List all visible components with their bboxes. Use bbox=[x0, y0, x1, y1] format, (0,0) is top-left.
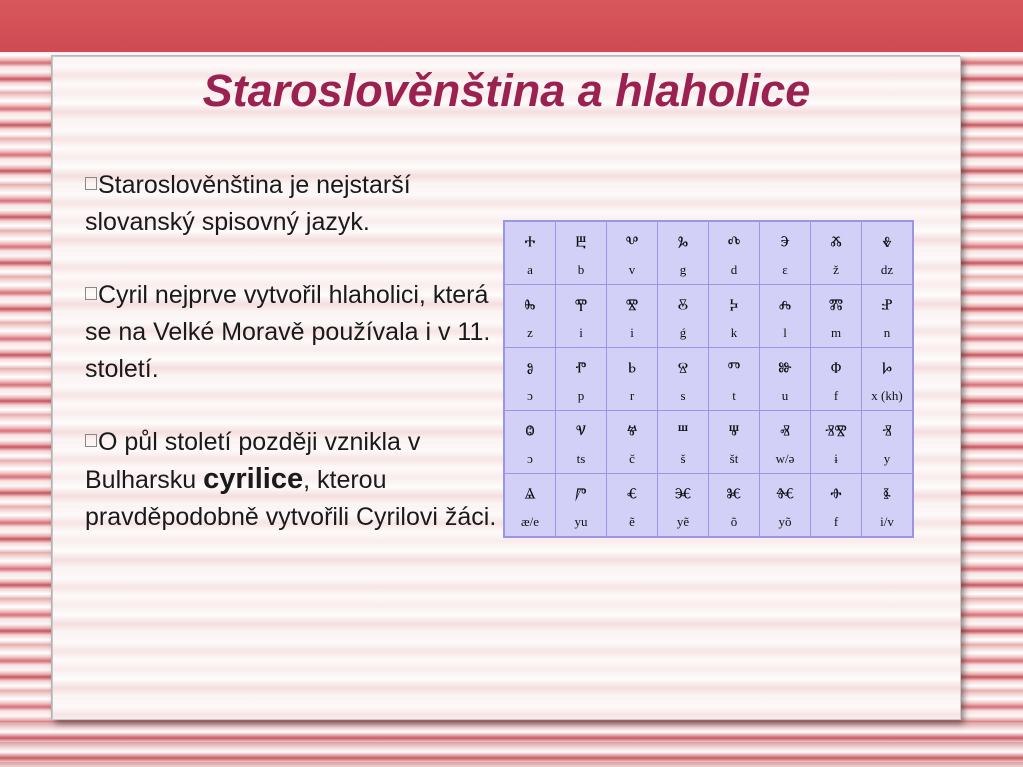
glagolitic-glyph: ⱋ bbox=[728, 420, 740, 444]
table-row bbox=[504, 474, 913, 538]
latin-transcription: ɔ bbox=[527, 388, 533, 403]
bullet-marker-icon bbox=[85, 177, 97, 190]
letter-cell bbox=[760, 348, 811, 411]
latin-transcription: š bbox=[680, 451, 686, 466]
background-top-band bbox=[0, 0, 1023, 52]
letter-cell bbox=[709, 348, 760, 411]
latin-transcription: dz bbox=[880, 262, 894, 277]
latin-transcription: æ/e bbox=[520, 514, 540, 529]
letter-cell bbox=[760, 474, 811, 538]
glagolitic-glyph: ⱂ bbox=[575, 357, 587, 381]
letter-cell bbox=[504, 221, 556, 285]
latin-transcription: ẽ bbox=[629, 514, 635, 529]
latin-transcription: d bbox=[730, 262, 738, 277]
glagolitic-glyph: ⰸ bbox=[524, 294, 536, 318]
letter-cell bbox=[811, 285, 862, 348]
bullet-item bbox=[85, 424, 505, 536]
glagolitic-glyph: ⱇ bbox=[830, 357, 842, 381]
latin-transcription: f bbox=[833, 388, 839, 403]
glagolitic-glyph: ⱓ bbox=[575, 483, 587, 507]
letter-cell bbox=[504, 285, 556, 348]
letter-cell bbox=[760, 221, 811, 285]
latin-transcription: s bbox=[680, 388, 686, 403]
latin-transcription: ɨ bbox=[834, 451, 838, 466]
letter-cell bbox=[556, 221, 607, 285]
glagolitic-glyph: ⰷ bbox=[882, 231, 892, 255]
letter-cell bbox=[862, 474, 914, 538]
latin-transcription: yu bbox=[574, 514, 588, 529]
glagolitic-glyph: ⱐⰺ bbox=[825, 420, 847, 444]
letter-cell bbox=[556, 411, 607, 474]
latin-transcription: ɔ bbox=[527, 451, 533, 466]
letter-cell bbox=[811, 221, 862, 285]
glagolitic-glyph: ⱎ bbox=[677, 420, 689, 444]
latin-transcription: p bbox=[577, 388, 585, 403]
latin-transcription: u bbox=[781, 388, 789, 403]
latin-transcription: n bbox=[883, 325, 891, 340]
glagolitic-glyph: ⱙ bbox=[775, 483, 795, 507]
glagolitic-glyph: ⰻ bbox=[677, 294, 689, 318]
bullet-emphasis: cyrilice bbox=[203, 463, 304, 495]
letter-cell bbox=[658, 348, 709, 411]
glagolitic-glyph: ⰹ bbox=[574, 294, 588, 318]
latin-transcription: t bbox=[732, 388, 736, 403]
latin-transcription: i/v bbox=[880, 514, 894, 529]
glagolitic-glyph: ⱉ bbox=[525, 420, 535, 444]
glagolitic-glyph: ⱑ bbox=[524, 483, 536, 507]
letter-cell bbox=[709, 285, 760, 348]
latin-transcription: f bbox=[833, 514, 839, 529]
letter-cell bbox=[811, 474, 862, 538]
latin-transcription: v bbox=[628, 262, 636, 277]
latin-transcription: w/ə bbox=[775, 451, 795, 466]
glagolitic-glyph: ⱍ bbox=[626, 420, 638, 444]
latin-transcription: i bbox=[630, 325, 634, 340]
table-row bbox=[504, 348, 913, 411]
letter-cell bbox=[760, 411, 811, 474]
glagolitic-glyph: ⱔ bbox=[626, 483, 638, 507]
glagolitic-alphabet-table bbox=[503, 220, 914, 538]
table-row bbox=[504, 411, 913, 474]
glagolitic-glyph: ⰳ bbox=[677, 231, 689, 255]
latin-transcription: ɛ bbox=[782, 262, 788, 277]
glagolitic-glyph: ⱄ bbox=[677, 357, 689, 381]
letter-cell bbox=[556, 348, 607, 411]
latin-transcription: ts bbox=[576, 451, 586, 466]
letter-cell bbox=[607, 411, 658, 474]
letter-cell bbox=[760, 285, 811, 348]
latin-transcription: št bbox=[729, 451, 739, 466]
glagolitic-glyph: ⱈ bbox=[881, 357, 893, 381]
glagolitic-glyph: ⰵ bbox=[780, 231, 790, 255]
letter-cell bbox=[607, 285, 658, 348]
glagolitic-glyph: ⱁ bbox=[526, 357, 534, 381]
glagolitic-glyph: ⰽ bbox=[729, 294, 739, 318]
slide-title: Staroslověnština a hlaholice bbox=[202, 65, 811, 116]
table-row bbox=[504, 285, 913, 348]
letter-cell bbox=[504, 348, 556, 411]
glagolitic-glyph: ⱃ bbox=[627, 357, 637, 381]
letter-cell bbox=[658, 474, 709, 538]
glagolitic-glyph: ⱐ bbox=[882, 420, 892, 444]
glagolitic-glyph: ⱛ bbox=[883, 483, 891, 507]
glagolitic-glyph: ⱏ bbox=[780, 420, 790, 444]
glagolitic-glyph: ⱚ bbox=[830, 483, 842, 507]
letter-cell bbox=[862, 411, 914, 474]
latin-transcription: r bbox=[629, 388, 635, 403]
letter-cell bbox=[709, 474, 760, 538]
glagolitic-glyph: ⰱ bbox=[575, 231, 587, 255]
latin-transcription: ǵ bbox=[679, 325, 687, 340]
latin-transcription: x (kh) bbox=[871, 388, 903, 403]
letter-cell bbox=[504, 474, 556, 538]
glagolitic-glyph: ⱀ bbox=[881, 294, 893, 318]
letter-cell bbox=[709, 411, 760, 474]
bullet-marker-icon bbox=[85, 287, 97, 300]
letter-cell bbox=[607, 474, 658, 538]
letter-cell bbox=[504, 411, 556, 474]
bullet-item bbox=[85, 277, 505, 388]
bullet-list bbox=[85, 167, 505, 572]
glagolitic-glyph: ⰰ bbox=[524, 231, 536, 255]
glagolitic-glyph: ⰲ bbox=[625, 231, 639, 255]
glagolitic-glyph: ⰶ bbox=[830, 231, 842, 255]
letter-cell bbox=[556, 474, 607, 538]
slide-panel bbox=[52, 56, 961, 720]
glagolitic-glyph: ⰿ bbox=[828, 294, 844, 318]
bullet-text: Cyril nejprve vytvořil hlaholici, která se na Velké Moravě používala i v 11. století. bbox=[85, 281, 491, 383]
letter-cell bbox=[658, 221, 709, 285]
glagolitic-glyph: ⱗ bbox=[674, 483, 692, 507]
background-bottom-band bbox=[0, 722, 1023, 767]
latin-transcription: b bbox=[577, 262, 585, 277]
glagolitic-glyph: ⰺ bbox=[625, 294, 639, 318]
glagolitic-glyph: ⰾ bbox=[778, 294, 792, 318]
glagolitic-glyph: ⱆ bbox=[778, 357, 792, 381]
latin-transcription: m bbox=[830, 325, 842, 340]
glagolitic-glyph: ⱌ bbox=[575, 420, 587, 444]
latin-transcription: l bbox=[783, 325, 787, 340]
latin-transcription: ž bbox=[833, 262, 839, 277]
letter-cell bbox=[811, 348, 862, 411]
latin-transcription: y bbox=[883, 451, 891, 466]
letter-cell bbox=[658, 411, 709, 474]
glagolitic-glyph: ⱅ bbox=[727, 357, 741, 381]
letter-cell bbox=[862, 285, 914, 348]
letter-cell bbox=[811, 411, 862, 474]
latin-transcription: yẽ bbox=[676, 514, 690, 529]
letter-cell bbox=[709, 221, 760, 285]
bullet-text-pre: O půl století později vznikla v Bulharsku bbox=[85, 428, 421, 494]
letter-cell bbox=[607, 221, 658, 285]
glagolitic-glyph: ⰴ bbox=[727, 231, 741, 255]
letter-cell bbox=[658, 285, 709, 348]
latin-transcription: g bbox=[679, 262, 687, 277]
latin-transcription: k bbox=[730, 325, 738, 340]
latin-transcription: a bbox=[527, 262, 533, 277]
latin-transcription: i bbox=[579, 325, 583, 340]
letter-cell bbox=[862, 221, 914, 285]
latin-transcription: õ bbox=[730, 514, 738, 529]
table-row bbox=[504, 221, 913, 285]
latin-transcription: č bbox=[629, 451, 635, 466]
bullet-marker-icon bbox=[85, 434, 97, 447]
letter-cell bbox=[862, 348, 914, 411]
bullet-item bbox=[85, 167, 505, 241]
bullet-text: Staroslověnština je nejstarší slovanský spisovný jazyk. bbox=[85, 171, 411, 236]
latin-transcription: yõ bbox=[778, 514, 792, 529]
letter-cell bbox=[556, 285, 607, 348]
bullet-text-post: , kterou pravděpodobně vytvořili Cyrilovi žáci. bbox=[85, 466, 497, 531]
glagolitic-glyph: ⱘ bbox=[726, 483, 742, 507]
latin-transcription: z bbox=[527, 325, 533, 340]
letter-cell bbox=[607, 348, 658, 411]
